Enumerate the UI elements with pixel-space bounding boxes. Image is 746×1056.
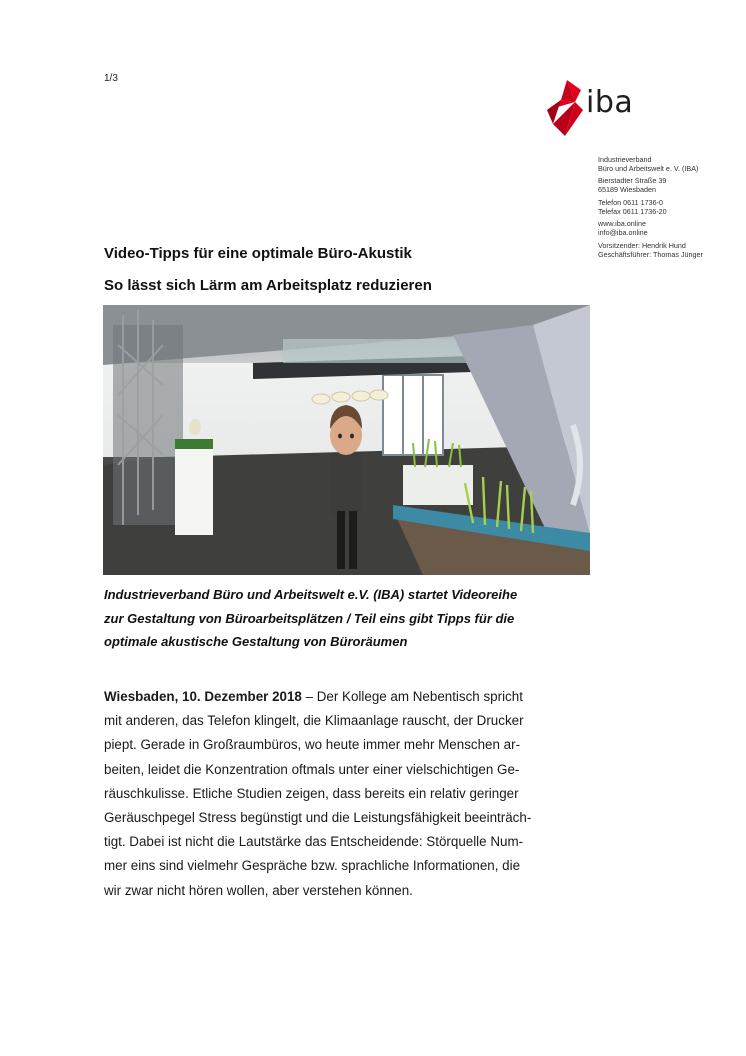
headline-title: Video-Tipps für eine optimale Büro-Akustik (104, 245, 412, 262)
iba-wordmark: iba (586, 85, 634, 120)
body-first-line: Wiesbaden, 10. Dezember 2018 – Der Kollege am Nebentisch spricht (104, 689, 523, 704)
address-phone: Telefon 0611 1736-0 Telefax 0611 1736-20 (598, 197, 667, 216)
email-link[interactable]: info@iba.online (598, 228, 648, 238)
body-paragraph: Wiesbaden, 10. Dezember 2018 – Der Kollege am Nebentisch spricht mit anderen, das Telefon klingelt, die Klimaanlage rauscht, der Drucker piept. Gerade in Großraumbüros, wo heute immer mehr Menschen ar- beiten, leidet die Konzentration oftmals unter einer vielschichtigen Ge- räuschkulisse. Etliche Studien zeigen, dass bereits ein relativ geringer Geräuschpegel Stress begünstigt und die Leistungsfähigkeit beeinträch- tigt. Dabei ist nicht die Lautstärke das Entscheidende: Störquelle Num- mer eins sind vielmehr Gespräche bzw. sprachliche Informationen, die wir zwar nicht hören wollen, aber verstehen können. (104, 685, 594, 903)
website-link[interactable]: www.iba.online (598, 219, 646, 229)
page-number: 1/3 (104, 73, 118, 84)
iba-logo (547, 80, 647, 136)
lead-subtitle: Industrieverband Büro und Arbeitswelt e.V. (IBA) startet Videoreihe zur Gestaltung von Büroarbeitsplätzen / Teil eins gibt Tipps für die optimale akustische Gestaltung von Büroräumen (104, 587, 518, 650)
office-scene-illustration (103, 305, 590, 575)
hero-image (103, 305, 590, 575)
iba-logo-mark-icon (547, 80, 587, 136)
address-block (598, 155, 738, 262)
dateline: Wiesbaden, 10. Dezember 2018 (104, 689, 302, 704)
address-management: Vorsitzender: Hendrik Hund Geschäftsführer: Thomas Jünger (598, 240, 703, 259)
address-street: Bierstadter Straße 39 65189 Wiesbaden (598, 176, 667, 195)
address-web (598, 219, 738, 237)
address-organisation: Industrieverband Büro und Arbeitswelt e. V. (IBA) (598, 155, 699, 174)
headline-subtitle: So lässt sich Lärm am Arbeitsplatz reduzieren (104, 277, 432, 294)
